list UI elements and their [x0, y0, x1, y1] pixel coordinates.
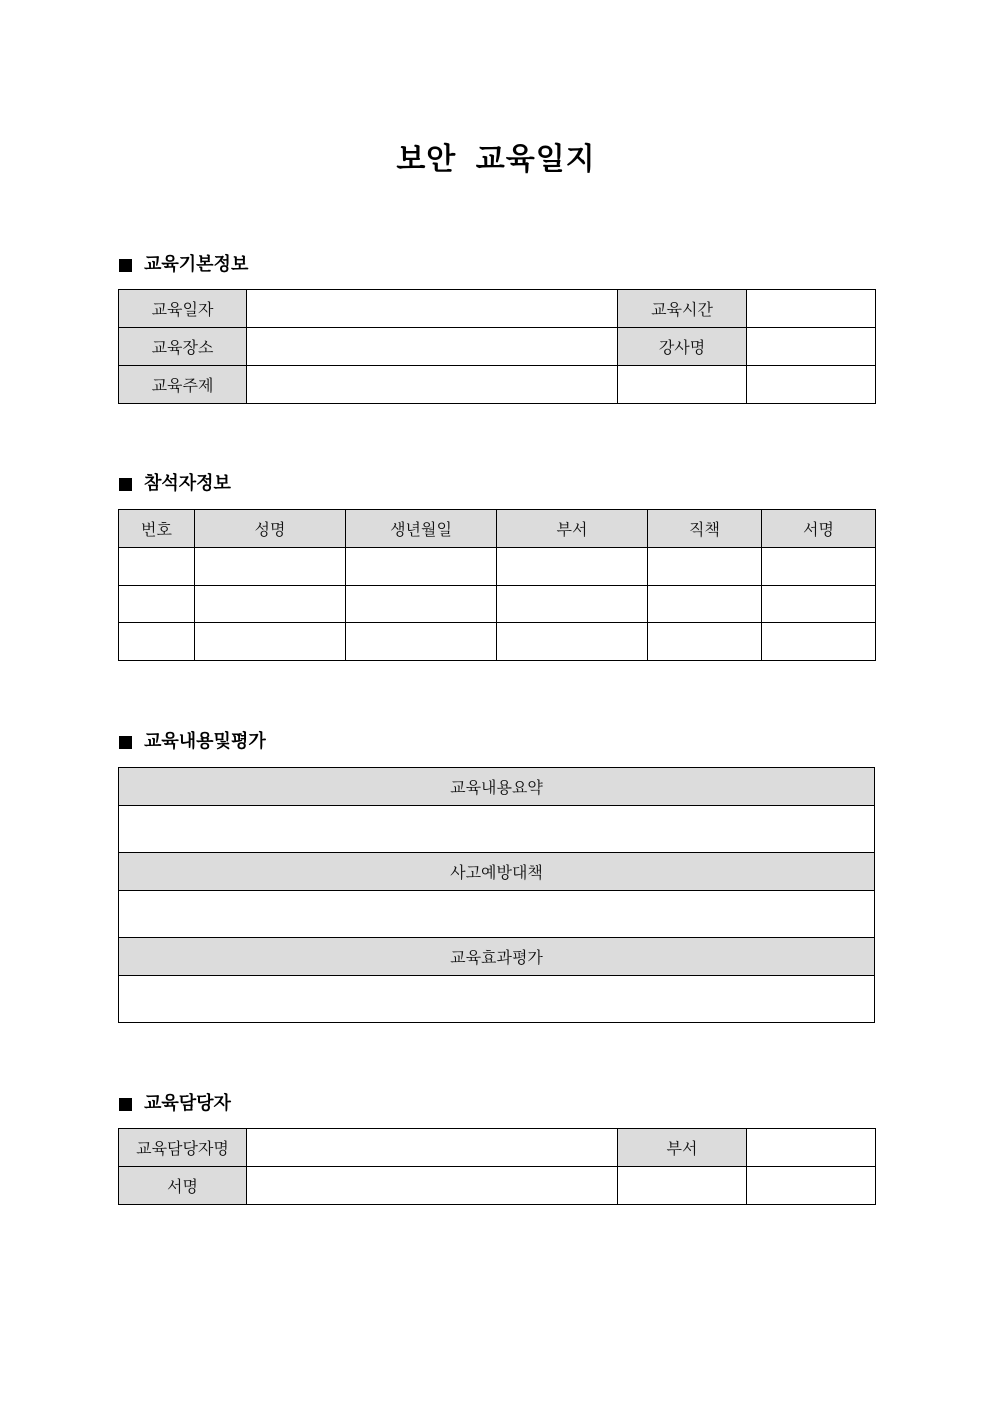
table-row	[119, 1129, 876, 1167]
birthdate-cell[interactable]	[346, 586, 497, 623]
signature-cell[interactable]	[762, 548, 876, 586]
manager-name-label: 교육담당자명	[119, 1129, 247, 1167]
manager-table	[118, 1128, 876, 1205]
manager-name-field[interactable]	[247, 1129, 618, 1167]
section-heading-label: 교육담당자	[144, 1093, 231, 1114]
evaluation-field[interactable]	[119, 976, 875, 1023]
table-row	[119, 1167, 876, 1205]
instructor-label: 강사명	[618, 328, 747, 366]
manager-dept-label: 부서	[618, 1129, 747, 1167]
birthdate-cell[interactable]	[346, 548, 497, 586]
number-cell[interactable]	[119, 548, 195, 586]
section-heading-content	[119, 730, 266, 754]
section-heading-label: 교육내용및평가	[144, 731, 266, 752]
column-header-position: 직책	[648, 510, 762, 548]
table-row	[119, 328, 876, 366]
section-heading-manager	[119, 1092, 231, 1116]
table-row	[119, 586, 876, 623]
topic-field[interactable]	[247, 366, 618, 404]
empty-cell[interactable]	[618, 366, 747, 404]
empty-cell[interactable]	[618, 1167, 747, 1205]
table-row	[119, 290, 876, 328]
column-header-birthdate: 생년월일	[346, 510, 497, 548]
place-label: 교육장소	[119, 328, 247, 366]
name-cell[interactable]	[195, 586, 346, 623]
column-header-number: 번호	[119, 510, 195, 548]
summary-field[interactable]	[119, 806, 875, 853]
birthdate-cell[interactable]	[346, 623, 497, 661]
name-cell[interactable]	[195, 548, 346, 586]
department-cell[interactable]	[497, 623, 648, 661]
department-cell[interactable]	[497, 548, 648, 586]
column-header-department: 부서	[497, 510, 648, 548]
department-cell[interactable]	[497, 586, 648, 623]
square-bullet-icon	[119, 478, 132, 491]
table-row	[119, 976, 875, 1023]
square-bullet-icon	[119, 1098, 132, 1111]
position-cell[interactable]	[648, 548, 762, 586]
square-bullet-icon	[119, 259, 132, 272]
table-row	[119, 768, 875, 806]
number-cell[interactable]	[119, 623, 195, 661]
position-cell[interactable]	[648, 623, 762, 661]
manager-sign-label: 서명	[119, 1167, 247, 1205]
table-row	[119, 938, 875, 976]
instructor-field[interactable]	[747, 328, 876, 366]
topic-label: 교육주제	[119, 366, 247, 404]
manager-sign-field[interactable]	[247, 1167, 618, 1205]
time-field[interactable]	[747, 290, 876, 328]
date-label: 교육일자	[119, 290, 247, 328]
column-header-name: 성명	[195, 510, 346, 548]
section-heading-label: 교육기본정보	[144, 254, 249, 275]
date-field[interactable]	[247, 290, 618, 328]
position-cell[interactable]	[648, 586, 762, 623]
table-row	[119, 853, 875, 891]
content-table	[118, 767, 875, 1023]
basic-info-table	[118, 289, 876, 404]
signature-cell[interactable]	[762, 623, 876, 661]
manager-dept-field[interactable]	[747, 1129, 876, 1167]
summary-label: 교육내용요약	[119, 768, 875, 806]
evaluation-label: 교육효과평가	[119, 938, 875, 976]
table-row	[119, 891, 875, 938]
prevention-label: 사고예방대책	[119, 853, 875, 891]
section-heading-attendees	[119, 472, 231, 496]
prevention-field[interactable]	[119, 891, 875, 938]
section-heading-basic-info	[119, 253, 248, 277]
square-bullet-icon	[119, 736, 132, 749]
empty-cell[interactable]	[747, 366, 876, 404]
name-cell[interactable]	[195, 623, 346, 661]
signature-cell[interactable]	[762, 586, 876, 623]
table-row	[119, 806, 875, 853]
section-heading-label: 참석자정보	[144, 473, 231, 494]
page-title: 보안 교육일지	[396, 142, 596, 177]
table-header-row	[119, 510, 876, 548]
column-header-signature: 서명	[762, 510, 876, 548]
table-row	[119, 366, 876, 404]
number-cell[interactable]	[119, 586, 195, 623]
time-label: 교육시간	[618, 290, 747, 328]
table-row	[119, 548, 876, 586]
place-field[interactable]	[247, 328, 618, 366]
attendees-table	[118, 509, 876, 661]
empty-cell[interactable]	[747, 1167, 876, 1205]
table-row	[119, 623, 876, 661]
